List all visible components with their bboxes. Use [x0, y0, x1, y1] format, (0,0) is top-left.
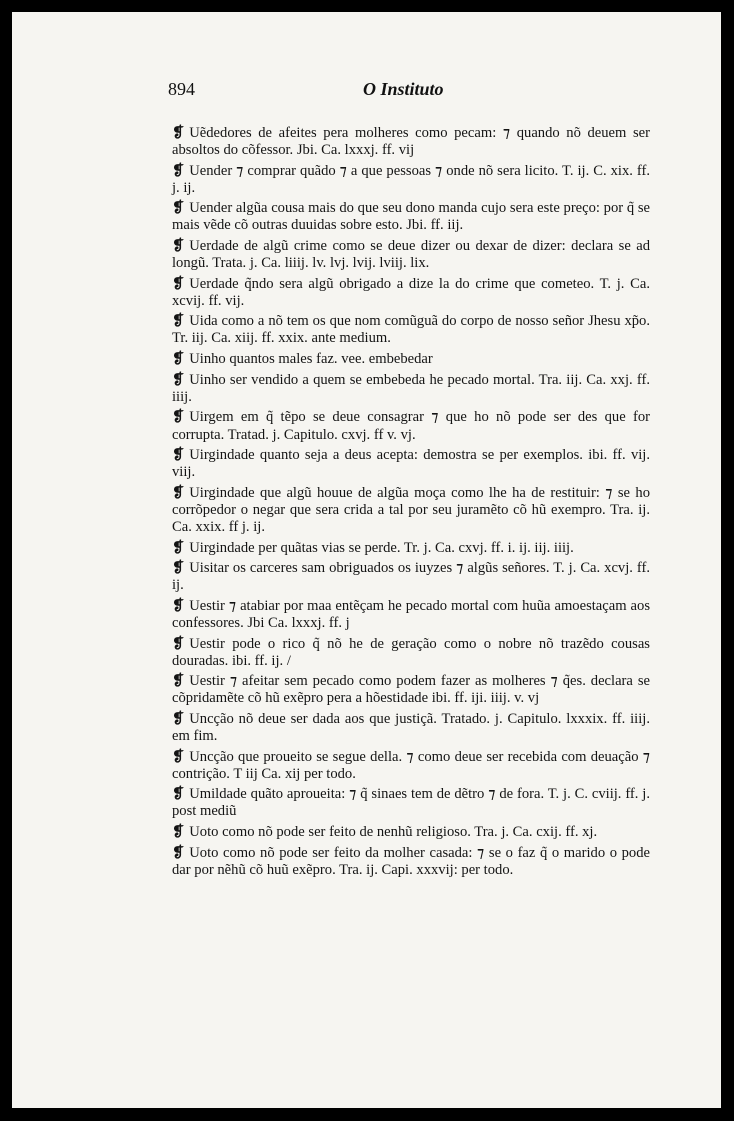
entry-text: Uestir pode o rico q̃ nõ he de geração como o nobre nõ trazẽdo cousas douradas. ibi. ff. ij. / [172, 635, 650, 669]
entry-text: Uirgindade per quãtas vias se perde. Tr. j. Ca. cxvj. ff. i. ij. iij. iiij. [189, 539, 574, 556]
pilcrow-icon: ❡ [172, 673, 185, 690]
entry-text: Uirgem em q̃ tẽpo se deue consagrar ⁊ que ho nõ pode ser des que for corrupta. Tratad. j. Capitulo. cxvj. ff v. vj. [172, 409, 650, 443]
index-entry [172, 786, 650, 820]
entry-text: Uerdade de algũ crime como se deue dizer ou dexar de dizer: declara se ad longũ. Trata. j. Ca. liiij. lv. lvj. lvij. lviij. lix. [172, 238, 650, 272]
pilcrow-icon: ❡ [172, 275, 185, 292]
entry-text: Uncção que proueito se segue della. ⁊ como deue ser recebida com deuação ⁊ contrição. T iij Ca. xij per todo. [172, 748, 650, 782]
pilcrow-icon: ❡ [172, 409, 185, 426]
pilcrow-icon: ❡ [172, 447, 185, 464]
pilcrow-icon: ❡ [172, 560, 185, 577]
index-entry [172, 351, 650, 368]
pilcrow-icon: ❡ [172, 597, 185, 614]
entry-text: Uida como a nõ tem os que nom comũguã do corpo de nosso señor Jhesu xp̃o. Tr. iij. Ca. xiij. ff. xxix. ante medium. [172, 313, 650, 347]
index-entry [172, 824, 650, 841]
entry-text: Uender algũa cousa mais do que seu dono manda cujo sera este preço: por q̃ se mais vẽde cõ outras duuidas sobre esto. Jbi. ff. iij. [172, 200, 650, 234]
index-entry [172, 673, 650, 707]
pilcrow-icon: ❡ [172, 710, 185, 727]
index-entry [172, 313, 650, 347]
index-entry [172, 485, 650, 536]
pilcrow-icon: ❡ [172, 200, 185, 217]
pilcrow-icon: ❡ [172, 351, 185, 368]
entry-text: Uestir ⁊ afeitar sem pecado como podem fazer as molheres ⁊ q̃es. declara se cõpridamẽte cõ hũ exẽpro pera a hõestidade ibi. ff. iji. iiij. v. vj [172, 673, 650, 707]
entry-text: Uerdade q̃ndo sera algũ obrigado a dize la do crime que cometeo. T. j. Ca. xcvij. ff. vij. [172, 275, 650, 309]
pilcrow-icon: ❡ [172, 539, 185, 556]
index-entry [172, 276, 650, 310]
pilcrow-icon: ❡ [172, 484, 185, 501]
pilcrow-icon: ❡ [172, 125, 185, 141]
index-entry [172, 372, 650, 406]
entry-text: Uẽdedores de afeites pera molheres como pecam: ⁊ quando nõ deuem ser absoltos do cõfessor. Jbi. Ca. lxxxj. ff. vij [172, 125, 650, 159]
index-entry [172, 163, 650, 197]
index-entries [172, 125, 650, 882]
index-entry [172, 238, 650, 272]
pilcrow-icon: ❡ [172, 786, 185, 803]
pilcrow-icon: ❡ [172, 635, 185, 652]
entry-text: Uirgindade que algũ houue de algũa moça como lhe ha de restituir: ⁊ se ho corrõpedor o negar que sera crida a tal por seu juramẽto cõ hũ exempro. Tra. ij. Ca. xxix. ff j. ij. [172, 484, 650, 535]
pilcrow-icon: ❡ [172, 238, 185, 255]
entry-text: Uncção nõ deue ser dada aos que justiçã. Tratado. j. Capitulo. lxxxix. ff. iiij. em fim. [172, 710, 650, 744]
entry-text: Uinho ser vendido a quem se embebeda he pecado mortal. Tra. iij. Ca. xxj. ff. iiij. [172, 371, 650, 405]
pilcrow-icon: ❡ [172, 824, 185, 841]
index-entry [172, 845, 650, 879]
book-page [12, 12, 721, 1108]
entry-text: Uirgindade quanto seja a deus acepta: demostra se per exemplos. ibi. ff. vij. viij. [172, 447, 650, 481]
index-entry [172, 598, 650, 632]
index-entry [172, 711, 650, 745]
pilcrow-icon: ❡ [172, 162, 185, 179]
entry-text: Uender ⁊ comprar quãdo ⁊ a que pessoas ⁊ onde nõ sera licito. T. ij. C. xix. ff. j. ij. [172, 162, 650, 196]
pilcrow-icon: ❡ [172, 313, 185, 330]
running-head [168, 79, 508, 101]
entry-text: Umildade quãto aproueita: ⁊ q̃ sinaes tem de dẽtro ⁊ de fora. T. j. C. cviij. ff. j. post mediũ [172, 786, 650, 820]
index-entry [172, 636, 650, 670]
entry-text: Uoto como nõ pode ser feito de nenhũ religioso. Tra. j. Ca. cxij. ff. xj. [189, 824, 598, 841]
index-entry [172, 200, 650, 234]
entry-text: Uinho quantos males faz. vee. embebedar [189, 351, 433, 368]
pilcrow-icon: ❡ [172, 371, 185, 388]
journal-title: O Instituto [363, 79, 444, 99]
index-entry [172, 540, 650, 557]
index-entry [172, 749, 650, 783]
index-entry [172, 447, 650, 481]
entry-text: Uestir ⁊ atabiar por maa entẽçam he pecado mortal com huũa amoestaçam aos confessores. Jbi Ca. lxxxj. ff. j [172, 597, 650, 631]
page-number: 894 [168, 79, 195, 99]
index-entry [172, 409, 650, 443]
index-entry [172, 560, 650, 594]
pilcrow-icon: ❡ [172, 844, 185, 861]
index-entry [172, 125, 650, 159]
pilcrow-icon: ❡ [172, 748, 185, 765]
entry-text: Uisitar os carceres sam obriguados os iuyzes ⁊ algũs señores. T. j. Ca. xcvj. ff. ij. [172, 560, 650, 594]
entry-text: Uoto como nõ pode ser feito da molher casada: ⁊ se o faz q̃ o marido o pode dar por nẽhũ cõ huũ exẽpro. Tra. ij. Capi. xxxvij: per todo. [172, 844, 650, 878]
